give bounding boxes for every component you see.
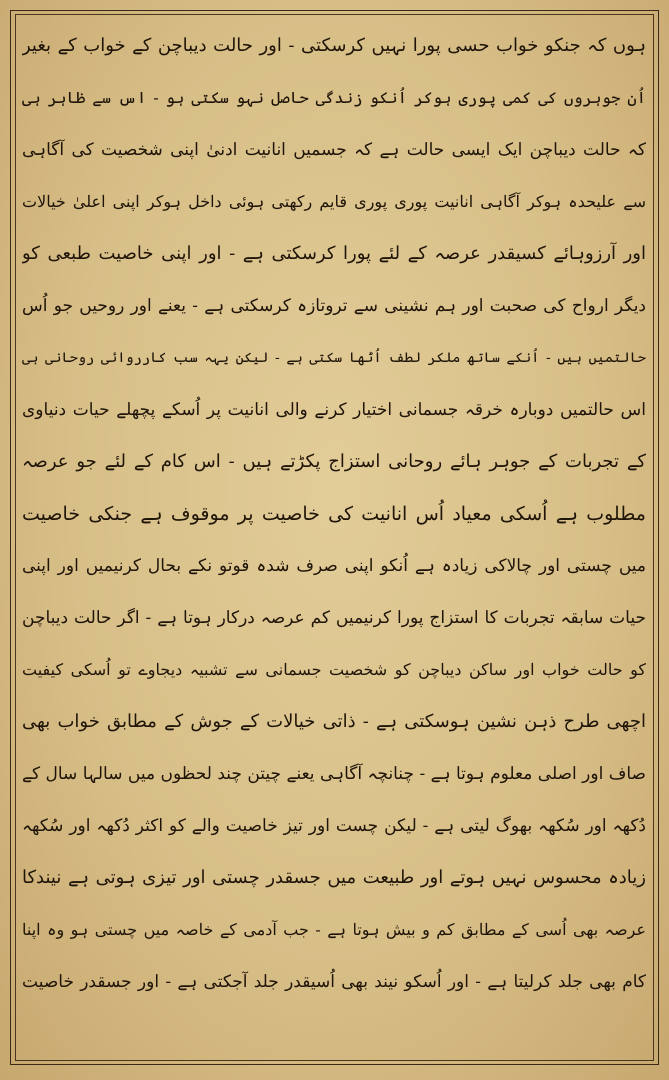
text-line: دیگر ارواح کی صحبت اور ہم نشینی سے تروتازہ کرسکتی ہے - یعنے اور روحیں جو اُس: [22, 296, 646, 316]
text-line: عرصہ بھی اُسی کے مطابق کم و بیش ہوتا ہے - جب آدمی کے خاصہ میں چستی ہو وہ اپنا: [22, 920, 646, 939]
text-line: دُکھہ اور سُکھہ بھوگ لیتی ہے - لیکن چست اور تیز خاصیت والے کو اکثر دُکھہ اور سُکھہ: [22, 816, 646, 836]
text-line: کو حالت خواب اور ساکن دیباچن کو شخصیت جسمانی سے تشبیہ دیجاوے تو اُسکی کیفیت: [22, 660, 646, 679]
text-line: اور آرزوہائے کسیقدر عرصہ کے لئے پورا کرسکتی ہے - اور اپنی خاصیت طبعی کو: [22, 243, 646, 264]
text-line: ہوں کہ جنکو خواب حسی پورا نہیں کرسکتی - اور حالت دیباچن کے خواب کے بغیر: [22, 35, 646, 56]
text-line: اچھی طرح ذہن نشین ہوسکتی ہے - ذاتی خیالات کے جوش کے مطابق خواب بھی: [22, 711, 646, 732]
text-line: میں چستی اور چالاکی زیادہ ہے اُنکو اپنی صرف شدہ قوتو نکے بحال کرنیمیں اور اپنی: [22, 556, 646, 576]
text-line: کام بھی جلد کرلیتا ہے - اور اُسکو نیند بھی اُسیقدر جلد آجکتی ہے - اور جسقدر خاصیت: [22, 972, 646, 992]
text-line: اُن جوہروں کی کمی پوری ہوکر اُنکو زندگی حاصل نہو سکتی ہو - اس سے ظاہر ہی: [22, 88, 646, 107]
text-line: اس حالتمیں دوبارہ خرقہ جسمانی اختیار کرنے والی انانیت پر اُسکے پچھلے حیات دنیاوی: [22, 400, 646, 420]
page-text: [22, 20, 646, 1060]
text-line: کہ حالت دیباچن ایک ایسی حالت ہے کہ جسمیں انانیت ادنیٰ اپنی شخصیت کی آگاہی: [22, 140, 646, 160]
text-line: کے تجربات کے جوہر ہائے روحانی استزاج پکڑتے ہیں - اس کام کے لئے جو عرصہ: [22, 451, 646, 472]
text-line: مطلوب ہے اُسکی معیاد اُس انانیت کی خاصیت پر موقوف ہے جنکی خاصیت: [22, 503, 646, 525]
text-line: سے علیحدہ ہوکر آگاہی انانیت پوری پوری قایم رکھتی ہوئی داخل ہوکر اپنی اعلیٰ خیالات: [22, 192, 646, 211]
text-line: زیادہ محسوس نہیں ہوتے اور طبیعت میں جسقدر چستی اور تیزی ہوتی ہے نیندکا: [22, 867, 646, 888]
text-line: صاف اور اصلی معلوم ہوتا ہے - چنانچہ آگاہی یعنے چیتن چند لحظوں میں سالہا سال کے: [22, 764, 646, 784]
text-line: حالتمیں ہیں - اُنکے ساتھ ملکر لطف اُٹھا سکتی ہے - لیکن یہہ سب کارروائی روحانی ہی: [22, 350, 646, 366]
text-line: حیات سابقہ تجربات کا استزاج پورا کرنیمیں کم عرصہ درکار ہوتا ہے - اگر حالت دیباچن: [22, 608, 646, 628]
